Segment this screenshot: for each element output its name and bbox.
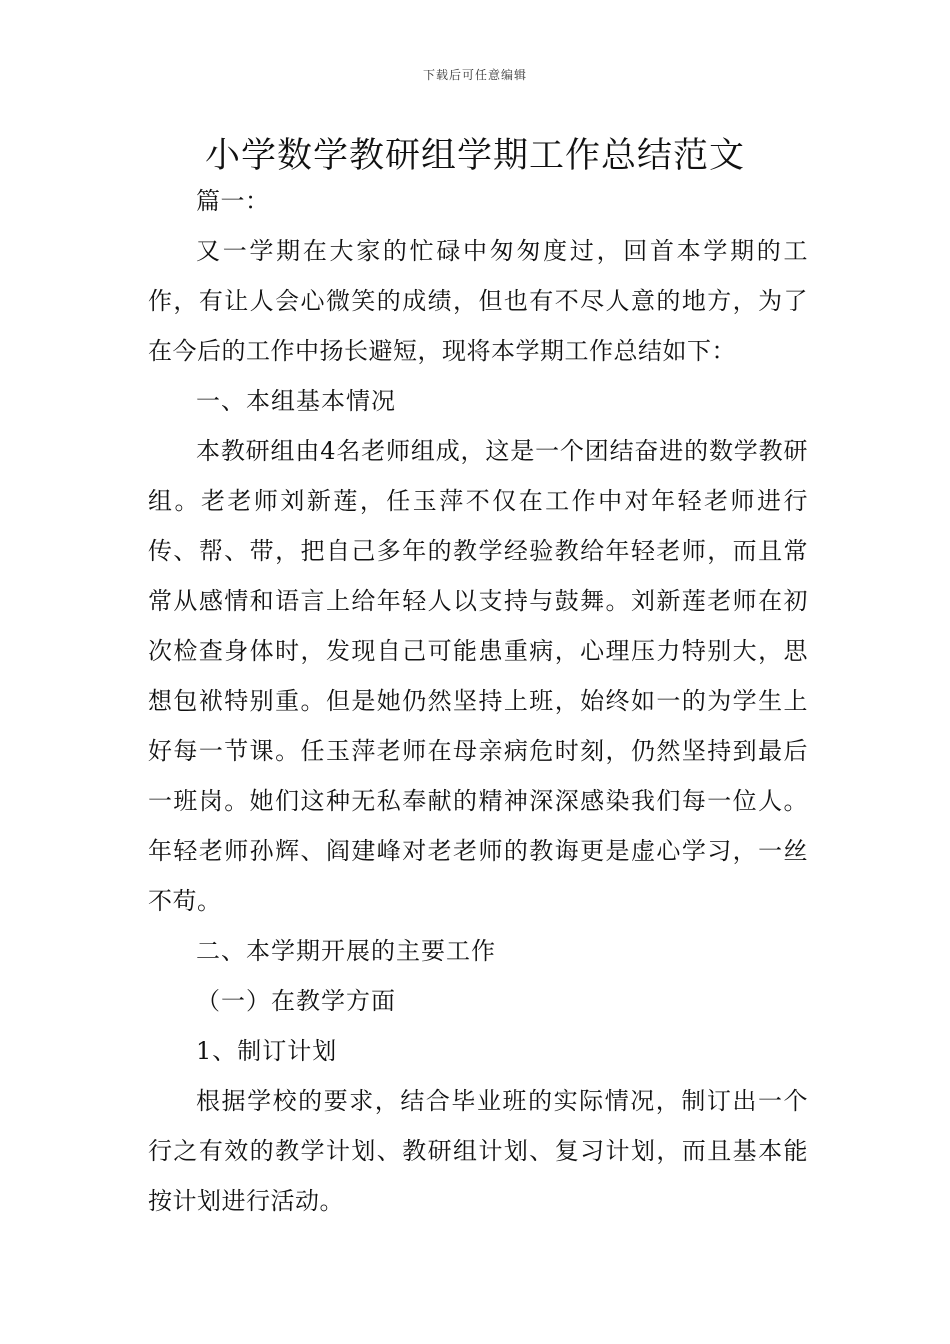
group-overview-paragraph: 本教研组由4名老师组成，这是一个团结奋进的数学教研组。老老师刘新莲，任玉萍不仅在工作中对年轻老师进行传、帮、带，把自己多年的教学经验教给年轻老师，而且常常从感情和语言上给年轻人以支持与鼓舞。刘新莲老师在初次检查身体时，发现自己可能患重病，心理压力特别大，思想包袱特别重。但是她仍然坚持上班，始终如一的为学生上好每一节课。任玉萍老师在母亲病危时刻，仍然坚持到最后一班岗。她们这种无私奉献的精神深深感染我们每一位人。年轻老师孙辉、阎建峰对老老师的教诲更是虚心学习，一丝不苟。: [148, 437, 808, 915]
document-title: 小学数学教研组学期工作总结范文: [204, 136, 745, 176]
document-body: [148, 176, 808, 1226]
section-label: 篇一：: [196, 187, 270, 215]
intro-paragraph: 又一学期在大家的忙碌中匆匆度过，回首本学期的工作，有让人会心微笑的成绩，但也有不尽人意的地方，为了在今后的工作中扬长避短，现将本学期工作总结如下：: [148, 237, 808, 365]
header-note: 下载后可任意编辑: [422, 68, 527, 82]
section-heading-2: 二、本学期开展的主要工作: [196, 937, 496, 965]
item-heading-planning: 1、制订计划: [196, 1037, 338, 1065]
section-heading-1: 一、本组基本情况: [196, 387, 396, 415]
subsection-heading-teaching: （一）在教学方面: [196, 987, 396, 1015]
planning-paragraph: 根据学校的要求，结合毕业班的实际情况，制订出一个行之有效的教学计划、教研组计划、复习计划，而且基本能按计划进行活动。: [148, 1087, 808, 1215]
